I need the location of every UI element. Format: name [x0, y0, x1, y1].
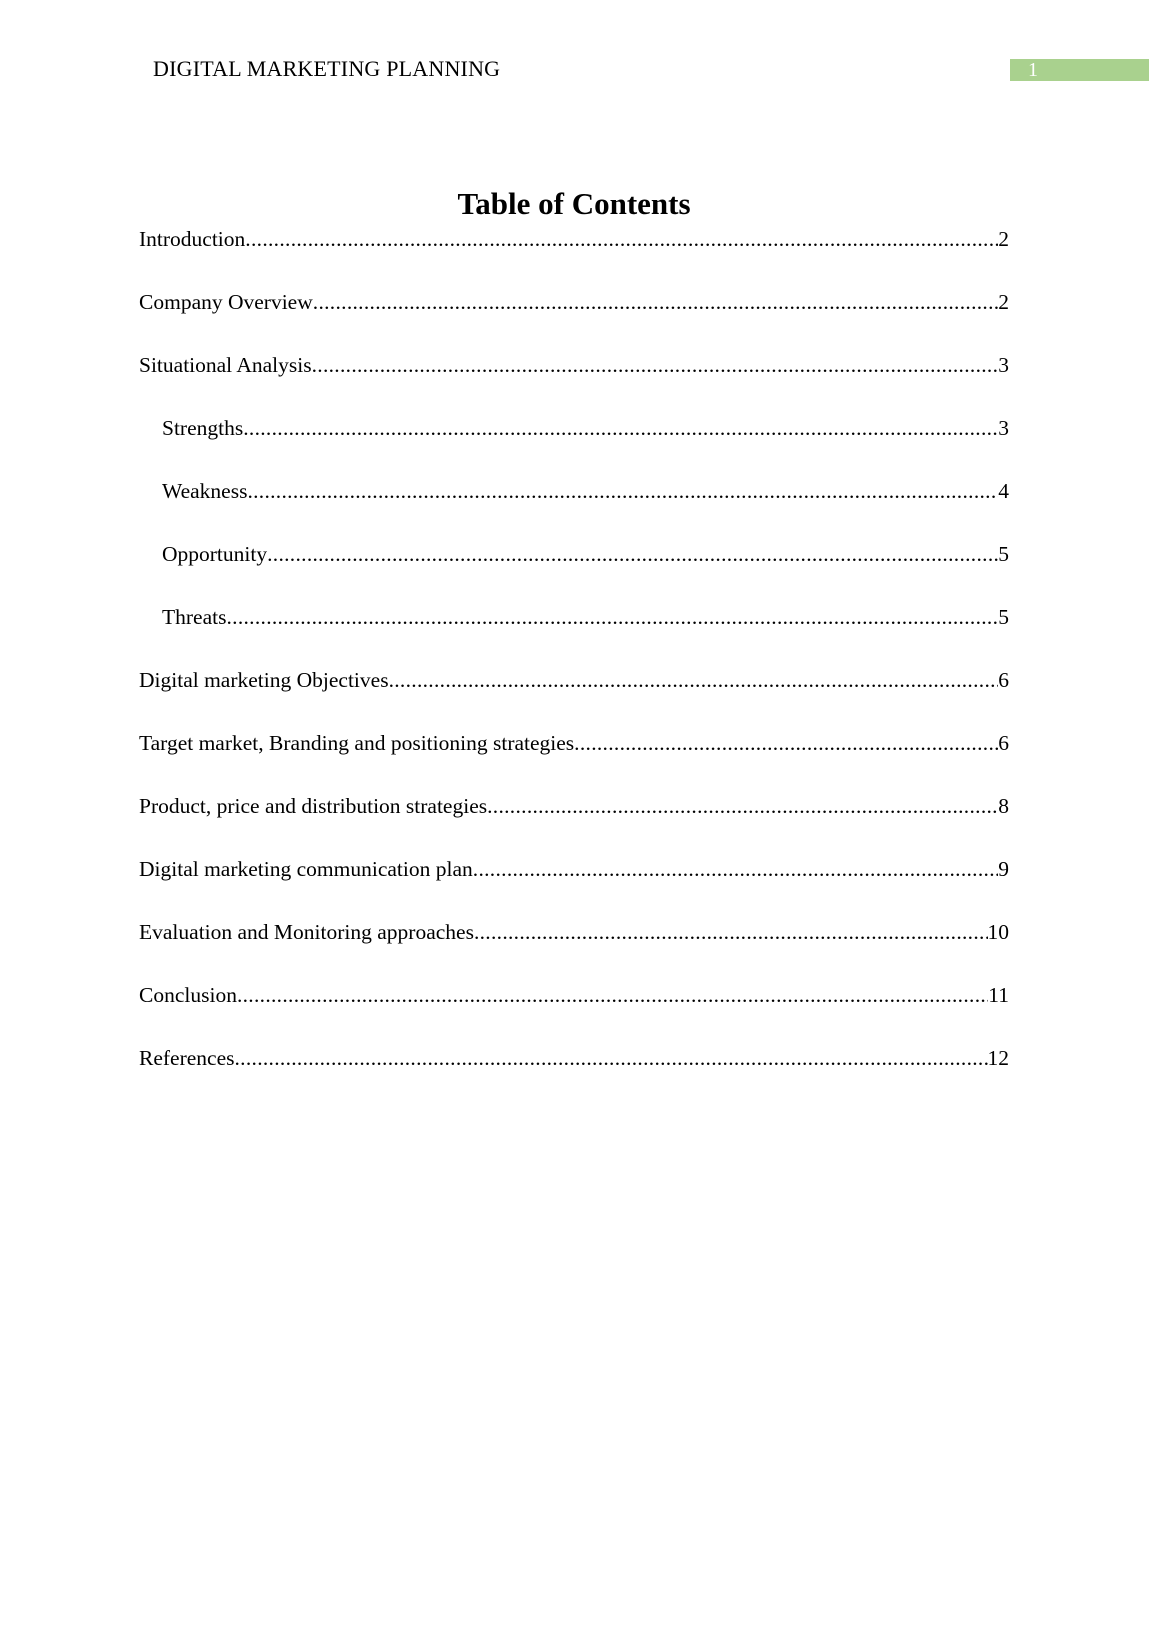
- toc-entry-label: References: [139, 1046, 235, 1070]
- running-header-title: DIGITAL MARKETING PLANNING: [153, 56, 501, 81]
- toc-dot-leader: [312, 350, 999, 380]
- toc-entry-page: 11: [988, 983, 1009, 1007]
- toc-entry-label: Evaluation and Monitoring approaches: [139, 920, 474, 944]
- toc-entry-page: 4: [998, 479, 1009, 503]
- toc-entry-page: 5: [998, 605, 1009, 629]
- toc-entry-page: 3: [998, 416, 1009, 440]
- toc-entry-label: Situational Analysis: [139, 353, 312, 377]
- toc-dot-leader: [235, 1043, 988, 1073]
- toc-dot-leader: [487, 791, 998, 821]
- toc-entry-page: 5: [998, 542, 1009, 566]
- toc-entry-label: Strengths: [162, 416, 244, 440]
- toc-dot-leader: [247, 476, 998, 506]
- page-header: [0, 0, 1158, 110]
- toc-entry-label: Conclusion: [139, 983, 237, 1007]
- toc-entry-digital-marketing-objectives[interactable]: [139, 665, 1009, 728]
- toc-entry-label: Company Overview: [139, 290, 313, 314]
- toc-list: [139, 224, 1009, 1106]
- toc-entry-label: Weakness: [162, 479, 248, 503]
- toc-dot-leader: [473, 854, 998, 884]
- toc-entry-label: Opportunity: [162, 542, 268, 566]
- toc-entry-page: 3: [998, 353, 1009, 377]
- toc-entry-label: Digital marketing communication plan: [139, 857, 473, 881]
- toc-dot-leader: [267, 539, 998, 569]
- toc-dot-leader: [474, 917, 988, 947]
- toc-dot-leader: [237, 980, 988, 1010]
- toc-entry-page: 9: [998, 857, 1009, 881]
- toc-entry-page: 6: [998, 731, 1009, 755]
- toc-entry-weakness[interactable]: [139, 476, 1009, 539]
- toc-entry-page: 10: [987, 920, 1009, 944]
- toc-entry-label: Threats: [162, 605, 227, 629]
- toc-dot-leader: [243, 413, 998, 443]
- toc-dot-leader: [226, 602, 998, 632]
- toc-entry-label: Target market, Branding and positioning strategies: [139, 731, 575, 755]
- toc-entry-references[interactable]: [139, 1043, 1009, 1106]
- toc-entry-page: 6: [998, 668, 1009, 692]
- toc-entry-evaluation-monitoring[interactable]: [139, 917, 1009, 980]
- toc-dot-leader: [245, 224, 998, 254]
- toc-entry-communication-plan[interactable]: [139, 854, 1009, 917]
- toc-entry-situational-analysis[interactable]: [139, 350, 1009, 413]
- toc-entry-company-overview[interactable]: [139, 287, 1009, 350]
- toc-dot-leader: [389, 665, 999, 695]
- toc-entry-page: 8: [998, 794, 1009, 818]
- toc-entry-label: Digital marketing Objectives: [139, 668, 389, 692]
- toc-entry-page: 2: [998, 227, 1009, 251]
- toc-entry-strengths[interactable]: [139, 413, 1009, 476]
- toc-entry-opportunity[interactable]: [139, 539, 1009, 602]
- toc-entry-conclusion[interactable]: [139, 980, 1009, 1043]
- toc-entry-page: 12: [987, 1046, 1009, 1070]
- toc-title: Table of Contents: [457, 186, 691, 221]
- page-number: 1: [1028, 59, 1038, 81]
- toc-entry-introduction[interactable]: [139, 224, 1009, 287]
- toc-entry-label: Product, price and distribution strategies: [139, 794, 488, 818]
- toc-entry-label: Introduction: [139, 227, 246, 251]
- toc-dot-leader: [313, 287, 998, 317]
- toc-entry-page: 2: [998, 290, 1009, 314]
- toc-entry-target-market[interactable]: [139, 728, 1009, 791]
- toc-entry-threats[interactable]: [139, 602, 1009, 665]
- page-number-box: [1010, 59, 1149, 81]
- toc-dot-leader: [574, 728, 998, 758]
- toc-entry-product-price-distribution[interactable]: [139, 791, 1009, 854]
